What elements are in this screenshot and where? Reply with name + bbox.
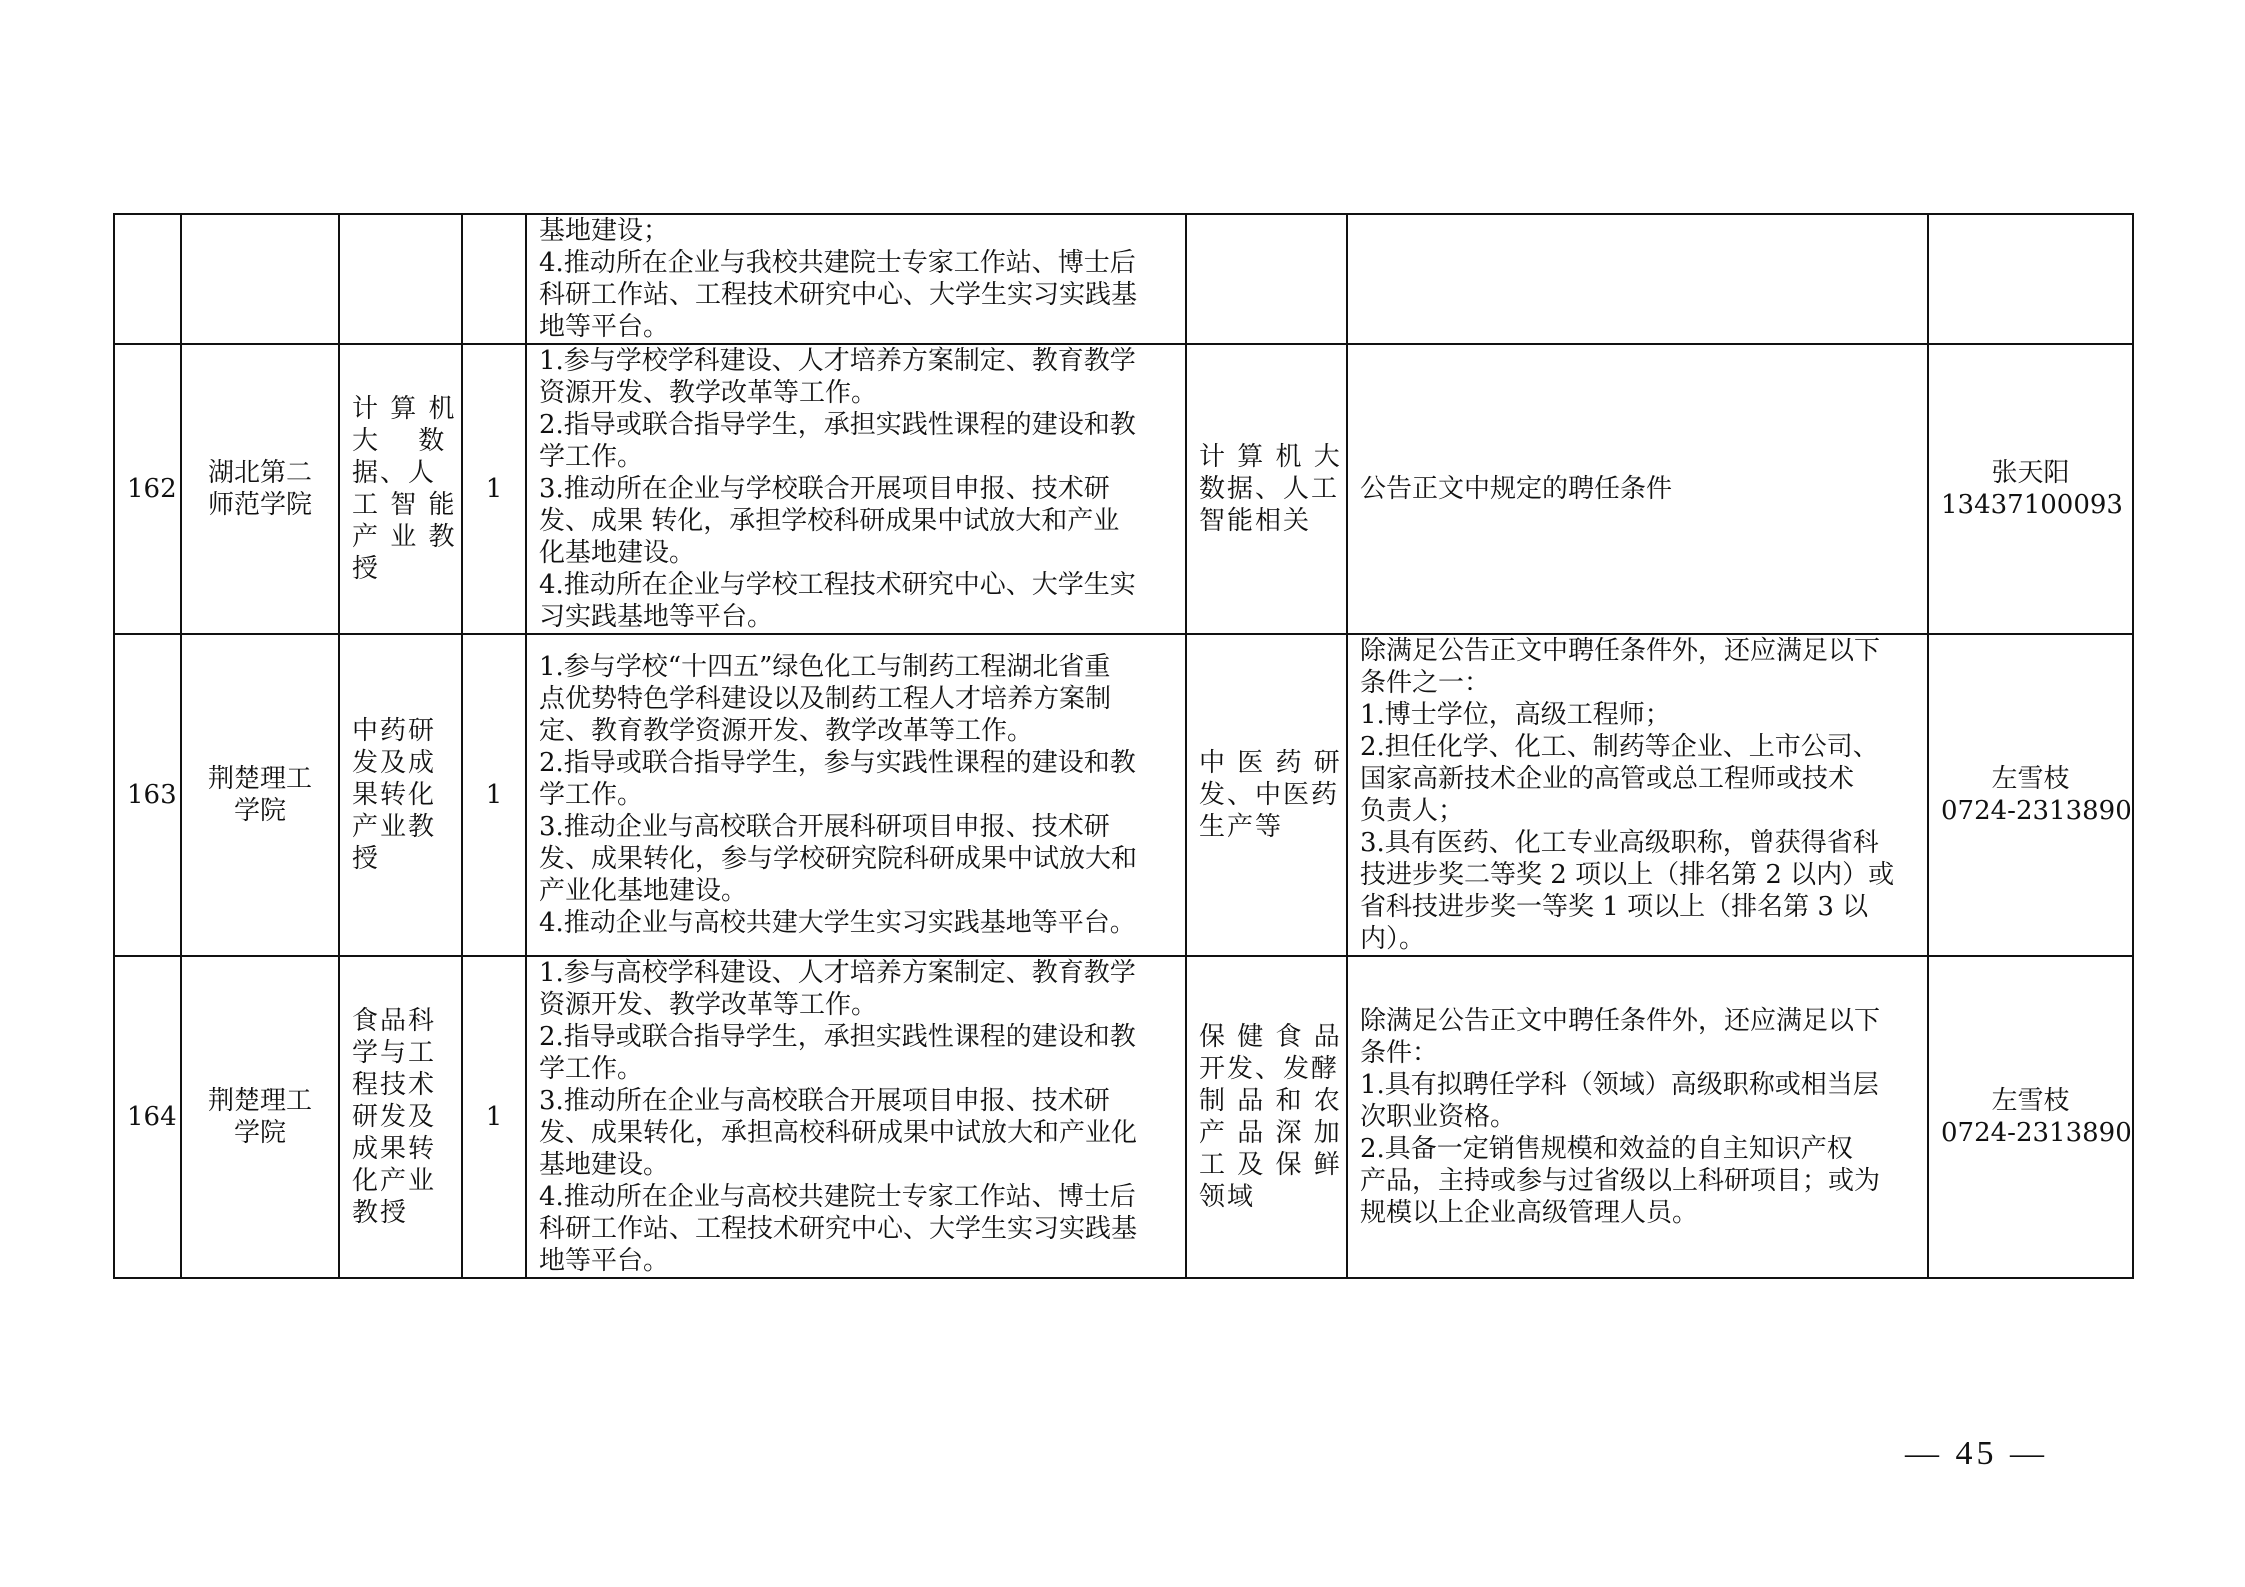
job-duties-line: 3.推动企业与高校联合开展科研项目申报、技术研	[539, 812, 1110, 842]
post-title-line: 果转化	[352, 780, 437, 810]
industry-field	[1186, 344, 1347, 634]
post-title-line: 产业教	[352, 812, 437, 842]
job-duties-line: 地等平台。	[539, 312, 670, 342]
headcount: 1	[462, 634, 526, 956]
table-row	[114, 344, 2133, 634]
hiring-conditions	[1347, 344, 1928, 634]
contact-cell	[1928, 344, 2133, 634]
industry-field-line: 计 算 机 大	[1199, 442, 1342, 472]
table-row	[114, 214, 2133, 344]
industry-field-line: 中 医 药 研	[1199, 748, 1342, 778]
post-title	[339, 214, 462, 344]
industry-field-line: 产 品 深 加	[1199, 1118, 1342, 1148]
job-duties-line: 科研工作站、工程技术研究中心、大学生实习实践基	[539, 280, 1138, 310]
hiring-conditions-line: 条件：	[1360, 1038, 1439, 1068]
post-title-line: 授	[352, 844, 381, 874]
hiring-conditions-line: 内）。	[1360, 924, 1426, 954]
job-duties-line: 学工作。	[539, 1054, 644, 1084]
post-title-line: 学与工	[352, 1038, 437, 1068]
contact-cell	[1928, 956, 2133, 1278]
contact-cell	[1928, 634, 2133, 956]
employer-unit	[181, 344, 339, 634]
job-duties-line: 2.指导或联合指导学生，承担实践性课程的建设和教	[539, 410, 1136, 440]
industry-field-line: 工 及 保 鲜	[1199, 1150, 1342, 1180]
job-duties-line: 发、成果转化，参与学校研究院科研成果中试放大和	[539, 844, 1138, 874]
hiring-conditions-line: 1.具有拟聘任学科（领域）高级职称或相当层	[1360, 1070, 1879, 1100]
table-row	[114, 634, 2133, 956]
job-duties-line: 1.参与学校学科建设、人才培养方案制定、教育教学	[539, 346, 1136, 376]
row-number: 163	[114, 634, 181, 956]
industry-field-line: 开发、发酵	[1199, 1054, 1340, 1084]
post-title	[339, 634, 462, 956]
job-duties-line: 4.推动所在企业与高校共建院士专家工作站、博士后	[539, 1182, 1136, 1212]
headcount: 1	[462, 344, 526, 634]
job-duties-line: 1.参与高校学科建设、人才培养方案制定、教育教学	[539, 958, 1136, 988]
job-duties-line: 2.指导或联合指导学生，参与实践性课程的建设和教	[539, 748, 1136, 778]
hiring-conditions-line: 公告正文中规定的聘任条件	[1360, 474, 1673, 504]
row-number: 162	[114, 344, 181, 634]
post-title-line: 教授	[352, 1198, 409, 1228]
row-number	[114, 214, 181, 344]
employer-unit-line: 学院	[233, 796, 286, 826]
hiring-conditions	[1347, 214, 1928, 344]
industry-field-line: 生产等	[1199, 812, 1284, 842]
hiring-conditions-line: 负责人；	[1360, 796, 1465, 826]
post-title-line: 授	[352, 554, 381, 584]
post-title-line: 大 数	[352, 426, 447, 456]
employer-unit-line: 荆楚理工	[207, 1086, 312, 1116]
post-title-line: 工 智 能	[352, 490, 457, 520]
job-duties-line: 地等平台。	[539, 1246, 670, 1276]
table-row	[114, 956, 2133, 1278]
row-number: 164	[114, 956, 181, 1278]
job-duties	[526, 634, 1186, 956]
job-duties-line: 产业化基地建设。	[539, 876, 748, 906]
post-title-line: 据、人	[352, 458, 437, 488]
headcount	[462, 214, 526, 344]
post-title-line: 化产业	[352, 1166, 437, 1196]
contact-name: 左雪枝	[1991, 764, 2070, 794]
post-title-line: 计 算 机	[352, 394, 457, 424]
job-duties-line: 发、成果转化，承担高校科研成果中试放大和产业化	[539, 1118, 1138, 1148]
job-duties-line: 3.推动所在企业与学校联合开展项目申报、技术研	[539, 474, 1110, 504]
contact-phone: 13437100093	[1941, 490, 2123, 520]
industry-field-line: 发、中医药	[1199, 780, 1340, 810]
hiring-conditions	[1347, 634, 1928, 956]
hiring-conditions-line: 2.担任化学、化工、制药等企业、上市公司、	[1360, 732, 1879, 762]
job-duties-line: 点优势特色学科建设以及制药工程人才培养方案制	[539, 684, 1112, 714]
hiring-conditions-line: 技进步奖二等奖 2 项以上（排名第 2 以内）或	[1360, 860, 1895, 890]
hiring-conditions-line: 2.具备一定销售规模和效益的自主知识产权	[1360, 1134, 1853, 1164]
contact-phone: 0724-2313890	[1941, 796, 2132, 826]
post-title	[339, 344, 462, 634]
hiring-conditions-line: 除满足公告正文中聘任条件外，还应满足以下	[1360, 636, 1881, 666]
job-duties	[526, 956, 1186, 1278]
job-duties-line: 学工作。	[539, 442, 644, 472]
hiring-conditions-line: 产品，主持或参与过省级以上科研项目；或为	[1360, 1166, 1881, 1196]
job-duties-line: 学工作。	[539, 780, 644, 810]
industry-field-line: 领域	[1199, 1182, 1256, 1212]
post-title-line: 程技术	[352, 1070, 437, 1100]
employer-unit-line: 师范学院	[207, 490, 312, 520]
job-duties-line: 基地建设；	[539, 216, 670, 246]
hiring-conditions-line: 条件之一：	[1360, 668, 1491, 698]
post-title-line: 成果转	[352, 1134, 437, 1164]
job-duties-line: 2.指导或联合指导学生，承担实践性课程的建设和教	[539, 1022, 1136, 1052]
post-title-line: 食品科	[352, 1006, 437, 1036]
industry-field-line: 保 健 食 品	[1199, 1022, 1342, 1052]
post-title-line: 发及成	[352, 748, 437, 778]
industry-field	[1186, 634, 1347, 956]
industry-field-line: 制 品 和 农	[1199, 1086, 1342, 1116]
job-duties	[526, 344, 1186, 634]
job-duties-line: 发、成果 转化，承担学校科研成果中试放大和产业	[539, 506, 1120, 536]
job-duties-line: 资源开发、教学改革等工作。	[539, 990, 878, 1020]
job-duties-line: 习实践基地等平台。	[539, 602, 774, 632]
contact-phone: 0724-2313890	[1941, 1118, 2132, 1148]
hiring-conditions-line: 国家高新技术企业的高管或总工程师或技术	[1360, 764, 1855, 794]
job-duties	[526, 214, 1186, 344]
hiring-conditions-line: 规模以上企业高级管理人员。	[1360, 1198, 1699, 1228]
job-duties-line: 科研工作站、工程技术研究中心、大学生实习实践基	[539, 1214, 1138, 1244]
headcount: 1	[462, 956, 526, 1278]
post-title-line: 研发及	[352, 1102, 437, 1132]
contact-name: 张天阳	[1991, 458, 2070, 488]
hiring-conditions	[1347, 956, 1928, 1278]
hiring-conditions-line: 次职业资格。	[1360, 1102, 1517, 1132]
post-title	[339, 956, 462, 1278]
post-title-line: 产 业 教	[352, 522, 457, 552]
job-duties-line: 3.推动所在企业与高校联合开展项目申报、技术研	[539, 1086, 1110, 1116]
employer-unit-line: 学院	[233, 1118, 286, 1148]
industry-field-line: 智能相关	[1199, 506, 1312, 536]
industry-field	[1186, 956, 1347, 1278]
job-duties-line: 定、教育教学资源开发、教学改革等工作。	[539, 716, 1034, 746]
contact-cell	[1928, 214, 2133, 344]
page-number: — 45 —	[1905, 1435, 2048, 1472]
job-duties-line: 化基地建设。	[539, 538, 696, 568]
post-title-line: 中药研	[352, 716, 437, 746]
employer-unit	[181, 956, 339, 1278]
hiring-conditions-line: 除满足公告正文中聘任条件外，还应满足以下	[1360, 1006, 1881, 1036]
job-duties-line: 基地建设。	[539, 1150, 670, 1180]
contact-name: 左雪枝	[1991, 1086, 2070, 1116]
job-duties-line: 4.推动所在企业与我校共建院士专家工作站、博士后	[539, 248, 1136, 278]
job-duties-line: 1.参与学校“十四五”绿色化工与制药工程湖北省重	[539, 652, 1111, 682]
employer-unit-line: 湖北第二	[207, 458, 312, 488]
job-duties-line: 资源开发、教学改革等工作。	[539, 378, 878, 408]
hiring-conditions-line: 1.博士学位，高级工程师；	[1360, 700, 1671, 730]
positions-table	[113, 213, 2134, 1279]
employer-unit-line: 荆楚理工	[207, 764, 312, 794]
job-duties-line: 4.推动所在企业与学校工程技术研究中心、大学生实	[539, 570, 1136, 600]
industry-field	[1186, 214, 1347, 344]
job-duties-line: 4.推动企业与高校共建大学生实习实践基地等平台。	[539, 908, 1136, 938]
hiring-conditions-line: 省科技进步奖一等奖 1 项以上（排名第 3 以	[1360, 892, 1869, 922]
employer-unit	[181, 214, 339, 344]
hiring-conditions-line: 3.具有医药、化工专业高级职称，曾获得省科	[1360, 828, 1879, 858]
employer-unit	[181, 634, 339, 956]
industry-field-line: 数据、人工	[1199, 474, 1340, 504]
